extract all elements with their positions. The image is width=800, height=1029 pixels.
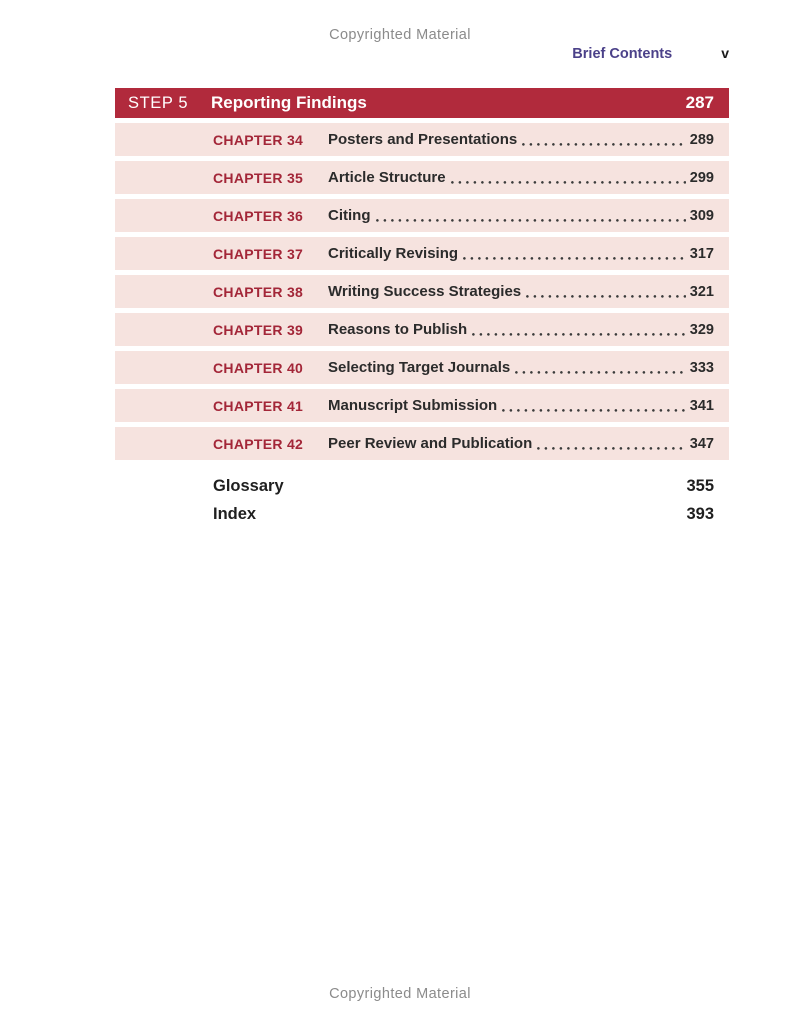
chapter-number: CHAPTER 38 (213, 283, 304, 300)
chapter-page: 341 (689, 397, 714, 414)
dot-leader (515, 371, 686, 374)
back-matter-page: 393 (686, 504, 714, 523)
back-matter-title: Glossary (213, 476, 284, 495)
step-banner-label: STEP 5 (128, 93, 189, 112)
toc-row-chapter-34 (115, 123, 729, 156)
dot-leader (522, 143, 686, 146)
dot-leader (376, 219, 686, 222)
chapter-title: Selecting Target Journals (328, 359, 511, 376)
step-banner-title: Reporting Findings (211, 93, 367, 112)
chapter-page: 289 (689, 131, 714, 148)
chapter-title: Peer Review and Publication (328, 435, 533, 452)
toc-row-chapter-36 (115, 199, 729, 232)
chapter-title: Writing Success Strategies (328, 283, 522, 300)
chapter-number: CHAPTER 35 (213, 169, 304, 186)
step-banner (115, 88, 729, 118)
chapter-page: 333 (689, 359, 714, 376)
chapter-title: Article Structure (328, 169, 446, 186)
chapter-number: CHAPTER 40 (213, 359, 304, 376)
chapter-title: Manuscript Submission (328, 397, 498, 414)
chapter-title: Critically Revising (328, 245, 459, 262)
dot-leader (451, 181, 686, 184)
toc-row-chapter-42 (115, 427, 729, 460)
chapter-number: CHAPTER 41 (213, 397, 304, 414)
chapter-page: 321 (689, 283, 714, 300)
brief-contents-list (115, 88, 729, 528)
back-matter-title: Index (213, 504, 257, 523)
toc-row-chapter-38 (115, 275, 729, 308)
toc-row-glossary (115, 472, 729, 500)
dot-leader (526, 295, 686, 298)
chapter-number: CHAPTER 42 (213, 435, 304, 452)
chapter-page: 317 (689, 245, 714, 262)
back-matter-section (115, 472, 729, 528)
toc-row-chapter-37 (115, 237, 729, 270)
chapter-title: Posters and Presentations (328, 131, 518, 148)
running-header-title: Brief Contents (572, 46, 673, 62)
step-banner-page: 287 (685, 93, 714, 112)
copyright-notice-bottom: Copyrighted Material (329, 986, 471, 1002)
chapter-title: Citing (328, 207, 371, 224)
chapter-number: CHAPTER 39 (213, 321, 304, 338)
toc-row-index (115, 500, 729, 528)
page-folio: v (721, 45, 729, 61)
chapter-page: 309 (689, 207, 714, 224)
toc-row-chapter-35 (115, 161, 729, 194)
toc-row-chapter-40 (115, 351, 729, 384)
toc-row-chapter-39 (115, 313, 729, 346)
dot-leader (502, 409, 686, 412)
running-header (572, 45, 729, 62)
chapter-number: CHAPTER 37 (213, 245, 304, 262)
chapter-page: 329 (689, 321, 714, 338)
dot-leader (537, 447, 686, 450)
copyright-notice-top: Copyrighted Material (329, 27, 471, 43)
chapter-number: CHAPTER 34 (213, 131, 304, 148)
dot-leader (472, 333, 686, 336)
chapter-number: CHAPTER 36 (213, 207, 304, 224)
toc-row-chapter-41 (115, 389, 729, 422)
chapter-page: 347 (689, 435, 714, 452)
back-matter-page: 355 (686, 476, 714, 495)
dot-leader (463, 257, 686, 260)
chapter-title: Reasons to Publish (328, 321, 468, 338)
chapter-page: 299 (689, 169, 714, 186)
